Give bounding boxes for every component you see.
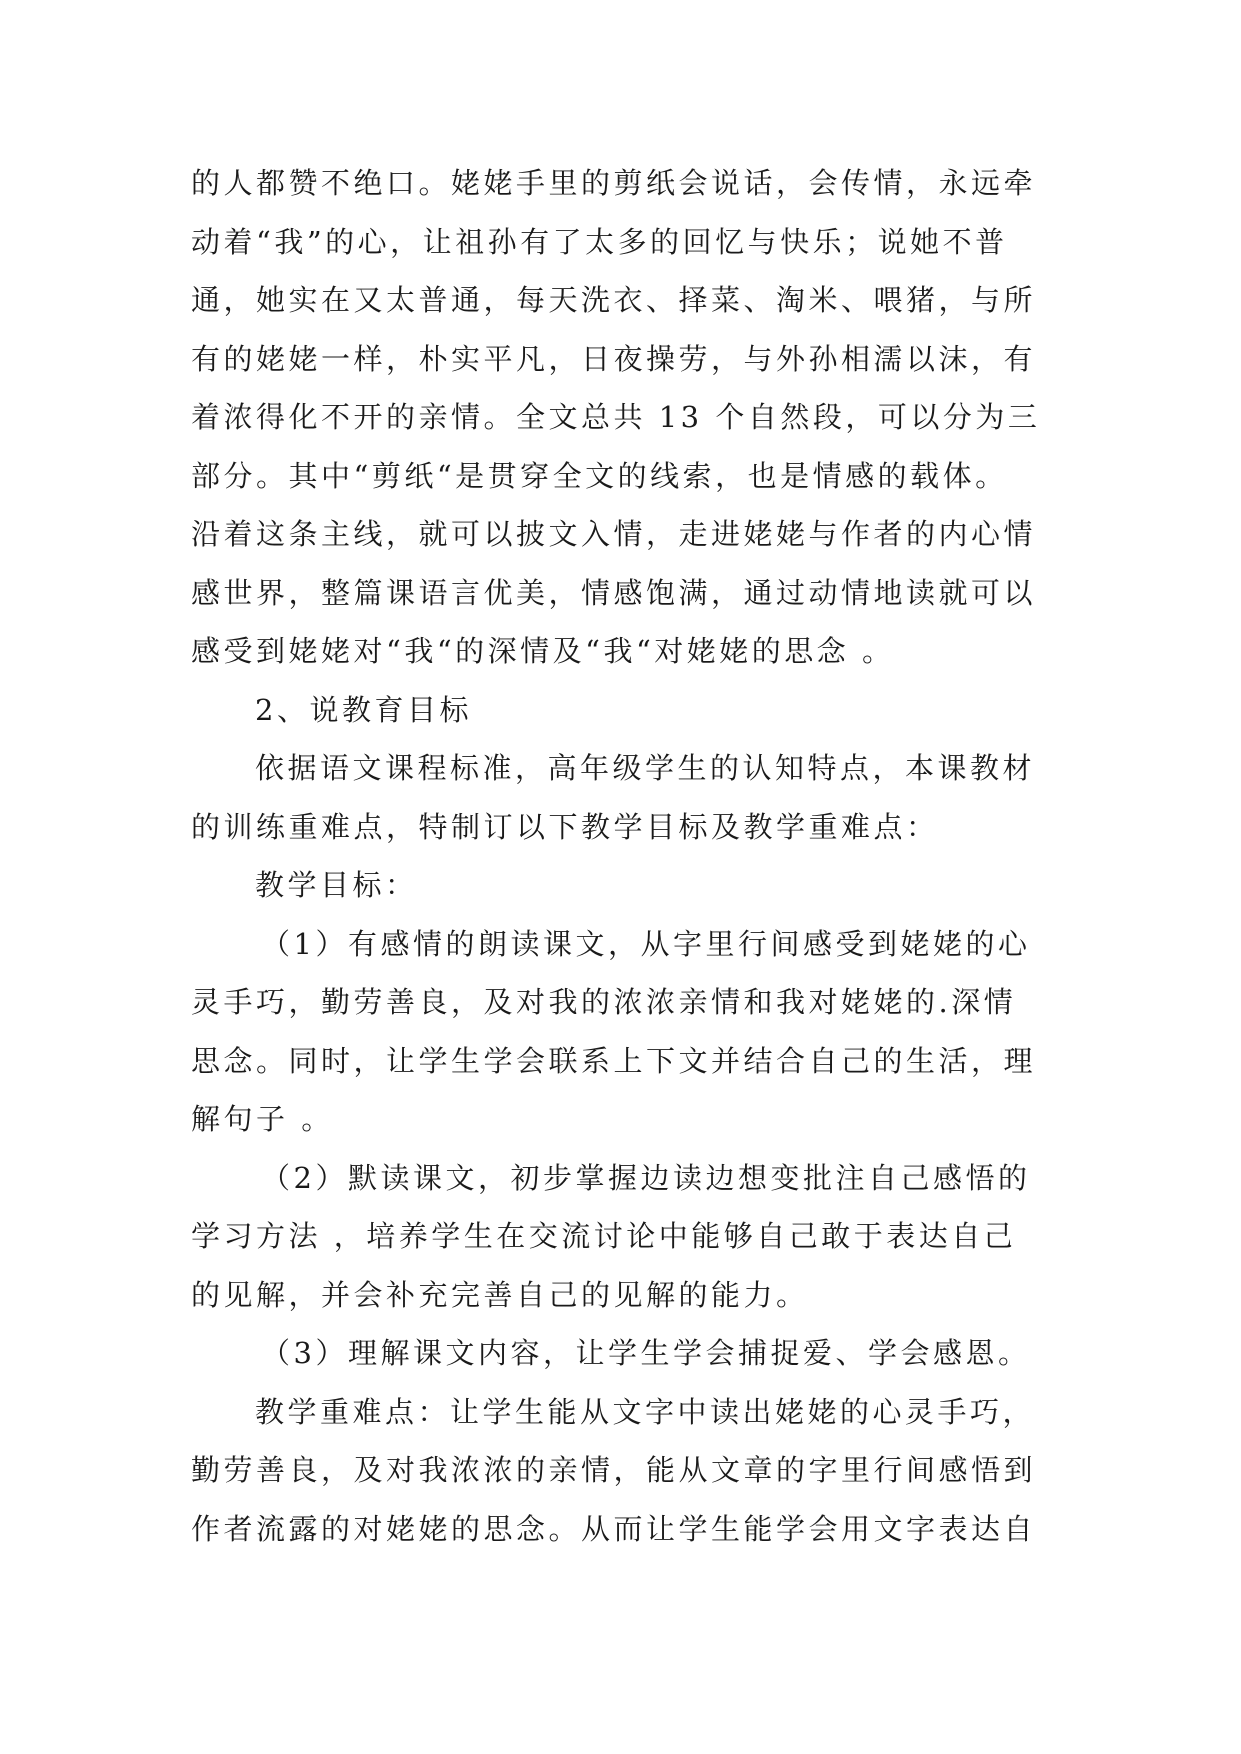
text-line: 沿着这条主线，就可以披文入情，走进姥姥与作者的内心情 bbox=[191, 517, 1037, 551]
text-line: 教学重难点：让学生能从文字中读出姥姥的心灵手巧， bbox=[255, 1394, 1036, 1429]
text-line: 通，她实在又太普通，每天洗衣、择菜、淘米、喂猪，与所 bbox=[191, 283, 1037, 317]
text-line: 有的姥姥一样，朴实平凡，日夜操劳，与外孙相濡以沫，有 bbox=[191, 341, 1037, 376]
text-line: 学习方法 ，培养学生在交流讨论中能够自己敢于表达自己 bbox=[191, 1219, 1017, 1253]
text-line: 思念。同时，让学生学会联系上下文并结合自己的生活，理 bbox=[191, 1043, 1037, 1078]
section-heading: 2、说教育目标 bbox=[255, 692, 472, 727]
body-text bbox=[191, 154, 1071, 1558]
text-line: 勤劳善良，及对我浓浓的亲情，能从文章的字里行间感悟到 bbox=[191, 1453, 1037, 1487]
text-line: 的人都赞不绝口。姥姥手里的剪纸会说话，会传情，永远牵 bbox=[191, 166, 1037, 200]
text-line: 感受到姥姥对“我“的深情及“我“对姥姥的思念 。 bbox=[191, 634, 895, 668]
text-line: 感世界，整篇课语言优美，情感饱满，通过动情地读就可以 bbox=[191, 575, 1037, 610]
text-line: 动着“我”的心，让祖孙有了太多的回忆与快乐；说她不普 bbox=[191, 224, 1008, 259]
text-line: 依据语文课程标准，高年级学生的认知特点，本课教材 bbox=[255, 751, 1036, 785]
text-line: 作者流露的对姥姥的思念。从而让学生能学会用文字表达自 bbox=[191, 1511, 1037, 1546]
text-line: 部分。其中“剪纸“是贯穿全文的线索，也是情感的载体。 bbox=[191, 458, 1008, 493]
list-item: （2）默读课文，初步掌握边读边想变批注自己感悟的 bbox=[261, 1160, 1031, 1195]
text-line: 的训练重难点，特制订以下教学目标及教学重难点： bbox=[191, 809, 939, 844]
list-item: （1）有感情的朗读课文，从字里行间感受到姥姥的心 bbox=[261, 926, 1031, 961]
text-line: 的见解，并会补充完善自己的见解的能力。 bbox=[191, 1277, 809, 1312]
list-item: （3）理解课文内容，让学生学会捕捉爱、学会感恩。 bbox=[261, 1336, 1031, 1370]
text-line: 灵手巧，勤劳善良，及对我的浓浓亲情和我对姥姥的.深情 bbox=[191, 985, 1017, 1019]
text-line: 解句子 。 bbox=[191, 1102, 334, 1136]
subheading: 教学目标： bbox=[255, 868, 418, 902]
text-line: 着浓得化不开的亲情。全文总共 13 个自然段，可以分为三 bbox=[191, 400, 1041, 434]
